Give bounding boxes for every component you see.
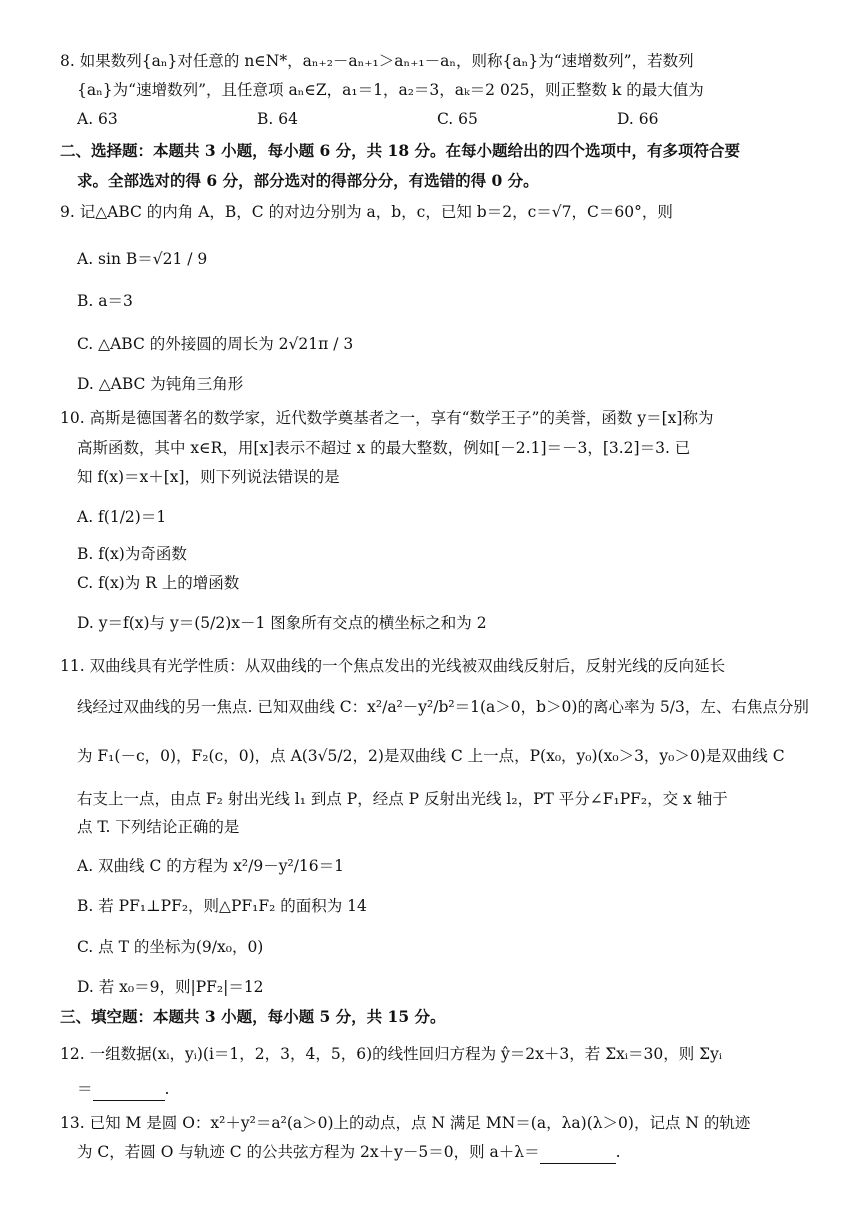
q10-option-c: C. f(x)为 R 上的增函数 [77,574,240,592]
q11-line-5: 点 T. 下列结论正确的是 [77,818,240,836]
q8-option-c: C. 65 [437,110,478,128]
q8-option-a: A. 63 [77,110,118,128]
q9-option-d: D. △ABC 为钝角三角形 [77,375,244,393]
q9-option-c: C. △ABC 的外接圆的周长为 2√21π / 3 [77,335,354,353]
q13-line-1: 13. 已知 M 是圆 O：x²＋y²＝a²(a＞0)上的动点，点 N 满足 MN＝(a，λa)(λ＞0)，记点 N 的轨迹 [60,1114,751,1132]
q13-period: . [615,1143,621,1161]
q12-answer-blank[interactable] [93,1078,165,1101]
q10-option-d: D. y＝f(x)与 y＝(5/2)x－1 图象所有交点的横坐标之和为 2 [77,614,487,632]
q11-line-3: 为 F₁(－c，0)，F₂(c，0)，点 A(3√5/2，2)是双曲线 C 上一点，P(x₀，y₀)(x₀＞3，y₀＞0)是双曲线 C [77,747,785,765]
q10-line-2: 高斯函数，其中 x∈R，用[x]表示不超过 x 的最大整数，例如[－2.1]＝－3，[3.2]＝3. 已 [77,439,691,457]
section-3-heading: 三、填空题：本题共 3 小题，每小题 5 分，共 15 分。 [60,1007,446,1026]
q9-stem: 9. 记△ABC 的内角 A，B，C 的对边分别为 a，b，c，已知 b＝2，c＝√7，C＝60°，则 [60,203,673,221]
q13-line-2-text: 为 C，若圆 O 与轨迹 C 的公共弦方程为 2x＋y－5＝0，则 a＋λ＝ [77,1143,540,1161]
q11-option-c: C. 点 T 的坐标为(9/x₀，0) [77,938,264,956]
q12-period: . [164,1080,170,1098]
q9-option-a: A. sin B＝√21 / 9 [77,250,208,268]
q10-option-a: A. f(1/2)＝1 [77,508,167,526]
q12-equals: ＝ [77,1080,93,1098]
q8-line-1: 8. 如果数列{aₙ}对任意的 n∈N*，aₙ₊₂－aₙ₊₁＞aₙ₊₁－aₙ，则称{aₙ}为“速增数列”，若数列 [60,52,694,70]
q8-option-d: D. 66 [617,110,659,128]
q11-line-2: 线经过双曲线的另一焦点. 已知双曲线 C：x²/a²－y²/b²＝1(a＞0，b＞0)的离心率为 5/3，左、右焦点分别 [77,698,809,716]
q11-option-b: B. 若 PF₁⊥PF₂，则△PF₁F₂ 的面积为 14 [77,897,367,915]
q11-line-1: 11. 双曲线具有光学性质：从双曲线的一个焦点发出的光线被双曲线反射后，反射光线的反向延长 [60,657,726,675]
section-2-instructions: 求。全部选对的得 6 分，部分选对的得部分分，有选错的得 0 分。 [77,171,539,190]
q8-line-2: {aₙ}为“速增数列”，且任意项 aₙ∈Z，a₁＝1，a₂＝3，aₖ＝2 025，则正整数 k 的最大值为 [77,81,704,99]
q13-answer-blank[interactable] [540,1141,616,1164]
q12-line-1: 12. 一组数据(xᵢ，yᵢ)(i＝1，2，3，4，5，6)的线性回归方程为 ŷ＝2x＋3，若 Σxᵢ＝30，则 Σyᵢ [60,1045,723,1063]
q11-line-4: 右支上一点，由点 F₂ 射出光线 l₁ 到点 P，经点 P 反射出光线 l₂，PT 平分∠F₁PF₂，交 x 轴于 [77,790,728,808]
q10-line-3: 知 f(x)＝x＋[x]，则下列说法错误的是 [77,468,340,486]
q8-option-b: B. 64 [257,110,298,128]
q11-option-d: D. 若 x₀＝9，则|PF₂|＝12 [77,978,264,996]
q10-line-1: 10. 高斯是德国著名的数学家，近代数学奠基者之一，享有“数学王子”的美誉，函数 y＝[x]称为 [60,409,714,427]
q9-option-b: B. a＝3 [77,292,133,310]
q8-options [77,110,797,128]
q13-line-2 [77,1141,621,1164]
q10-option-b: B. f(x)为奇函数 [77,545,187,563]
section-2-heading: 二、选择题：本题共 3 小题，每小题 6 分，共 18 分。在每小题给出的四个选项中，有多项符合要 [60,141,741,160]
q11-option-a: A. 双曲线 C 的方程为 x²/9－y²/16＝1 [77,857,345,875]
q12-line-2 [77,1078,169,1101]
